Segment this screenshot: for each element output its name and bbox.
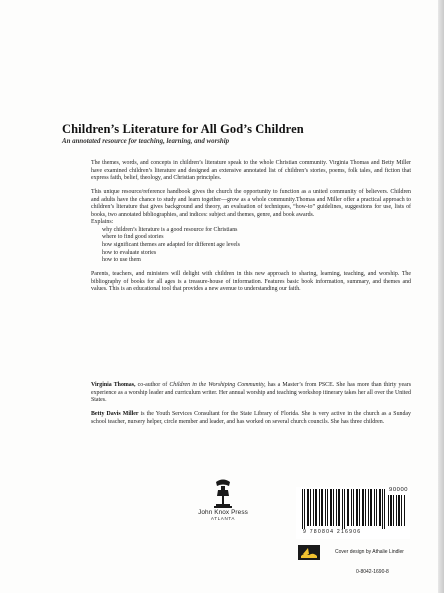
bio-thomas-text: has a Master’s from PSCE. She has more than thirty years experience as a worship leader and curriculum writer. Her annual worship and teaching workshop itinerary takes her all over the United States.	[91, 382, 411, 404]
bio-miller-name: Betty Davis Miller	[91, 411, 139, 418]
description-paragraph-2: This unique resource/reference handbook gives the church the opportunity to function as a united community of believers. Children and adults have the chance to study and learn together—grow as a whole community.Thomas and Miller offer a practical approach to children’s literature that gives background and theory, an evaluation of techniques, “how-to” guidelines, suggestions for use, lists of books, two annotated bibliographies, and indices: subject and themes, genre, and book awards.	[91, 189, 411, 218]
bio-thomas-pre: co-author of	[135, 382, 170, 388]
description-paragraph-3: Parents, teachers, and ministers will delight with children in this new approach to sharing, learning, teaching, and worship. The bibliography of books for all ages is a treasure-house of information. Features basic book information, summary, and themes and values. This is an educational tool that provides a new avenue to understanding our faith.	[91, 271, 411, 293]
bio-thomas-book: Children in the Worshiping Community,	[169, 382, 266, 388]
description	[91, 160, 411, 300]
cover-design-credit: Cover design by Athalie Lindler	[335, 549, 404, 555]
list-item: where to find good stories	[102, 234, 164, 241]
publisher-emblem-icon	[212, 478, 234, 508]
publisher-city: ATLANTA	[210, 516, 236, 521]
barcode-number: 9 780804 216906	[303, 529, 362, 535]
list-item: how significant themes are adapted for different age levels	[102, 241, 240, 248]
author-bios	[91, 382, 411, 433]
page-edge-shadow	[438, 0, 444, 593]
publisher-name: John Knox Press	[198, 509, 248, 516]
book-title: Children’s Literature for All God’s Children	[62, 122, 304, 136]
bio-thomas	[91, 382, 411, 405]
publisher-logo	[178, 478, 268, 521]
book-subtitle: An annotated resource for teaching, learning, and worship	[62, 138, 230, 145]
explains-label: Explains:	[91, 219, 114, 226]
description-paragraph-1: The themes, words, and concepts in children’s literature speak to the whole Christian community. Virginia Thomas and Betty Miller have examined children’s literature and designed an extensive annotated list of children’s stories, poems, folk tales, and fiction that express faith, belief, theology, and Christian principles.	[91, 160, 411, 182]
barcode-bars-icon	[296, 487, 410, 531]
list-item: how to use them	[102, 257, 141, 264]
explains-list	[91, 227, 411, 265]
list-item: how to evaluate stories	[102, 249, 157, 256]
barcode	[296, 487, 410, 539]
bio-thomas-name: Virginia Thomas,	[91, 382, 136, 388]
list-item: why children’s literature is a good resource for Christians	[102, 226, 238, 233]
open-book-icon	[298, 545, 320, 560]
isbn: 0-8042-1690-8	[356, 569, 389, 575]
bio-miller-text: is the Youth Services Consultant for the State Library of Florida. She is very active in the church as a Sunday school teacher, nursery helper, circle member and leader, and has worked on several church councils. She has three children.	[91, 411, 411, 425]
barcode-price-code: 90000	[389, 487, 409, 493]
bio-miller	[91, 411, 411, 426]
